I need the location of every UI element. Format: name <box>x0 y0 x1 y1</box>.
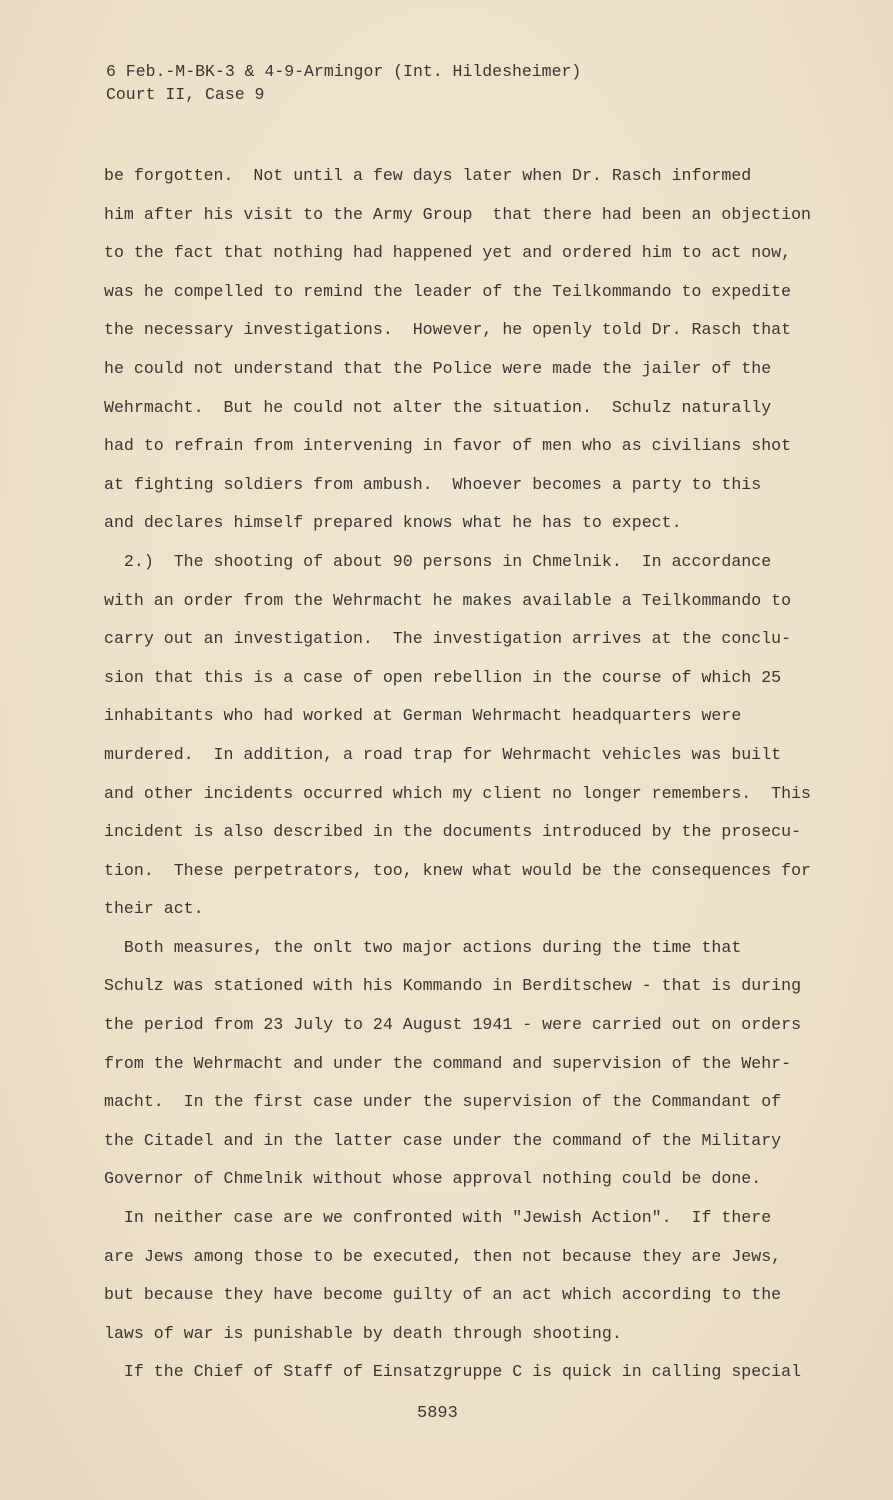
text-line: murdered. In addition, a road trap for Wehrmacht vehicles was built <box>104 744 782 764</box>
text-line: Governor of Chmelnik without whose approval nothing could be done. <box>104 1169 762 1189</box>
page-number: 5893 <box>417 1404 458 1423</box>
text-line: with an order from the Wehrmacht he makes available a Teilkommando to <box>104 590 792 610</box>
text-line: sion that this is a case of open rebellion in the course of which 25 <box>104 667 782 687</box>
text-line: macht. In the first case under the supervision of the Commandant of <box>104 1092 782 1112</box>
text-line: their act. <box>104 899 204 919</box>
text-line: he could not understand that the Police were made the jailer of the <box>104 358 772 378</box>
header-line-2: Court II, Case 9 <box>106 85 265 104</box>
text-line: 2.) The shooting of about 90 persons in Chmelnik. In accordance <box>104 551 772 571</box>
text-line: laws of war is punishable by death through shooting. <box>104 1323 622 1343</box>
text-line: and other incidents occurred which my client no longer remembers. This <box>104 783 812 803</box>
header-line-1: 6 Feb.-M-BK-3 & 4-9-Armingor (Int. Hildesheimer) <box>106 62 582 81</box>
text-line: to the fact that nothing had happened yet and ordered him to act now, <box>104 243 792 263</box>
text-line: carry out an investigation. The investigation arrives at the conclu- <box>104 629 792 649</box>
text-line: from the Wehrmacht and under the command and supervision of the Wehr- <box>104 1053 792 1073</box>
text-line: Both measures, the onlt two major actions during the time that <box>104 937 742 957</box>
text-line: was he compelled to remind the leader of the Teilkommando to expedite <box>104 281 792 301</box>
text-line: Wehrmacht. But he could not alter the situation. Schulz naturally <box>104 397 772 417</box>
text-line: him after his visit to the Army Group that there had been an objection <box>104 204 812 224</box>
text-line: but because they have become guilty of an act which according to the <box>104 1285 782 1305</box>
document-body <box>104 157 811 1392</box>
text-line: If the Chief of Staff of Einsatzgruppe C is quick in calling special <box>104 1362 802 1382</box>
text-line: the necessary investigations. However, he openly told Dr. Rasch that <box>104 320 792 340</box>
document-header <box>106 60 581 106</box>
text-line: and declares himself prepared knows what he has to expect. <box>104 513 682 533</box>
text-line: be forgotten. Not until a few days later when Dr. Rasch informed <box>104 166 752 185</box>
text-line: the Citadel and in the latter case under the command of the Military <box>104 1130 782 1150</box>
text-line: In neither case are we confronted with "Jewish Action". If there <box>104 1208 772 1228</box>
text-line: at fighting soldiers from ambush. Whoever becomes a party to this <box>104 474 762 494</box>
text-line: had to refrain from intervening in favor of men who as civilians shot <box>104 436 792 456</box>
text-line: inhabitants who had worked at German Wehrmacht headquarters were <box>104 706 742 726</box>
text-line: the period from 23 July to 24 August 1941 - were carried out on orders <box>104 1015 802 1035</box>
text-line: are Jews among those to be executed, then not because they are Jews, <box>104 1246 782 1266</box>
text-line: tion. These perpetrators, too, knew what would be the consequences for <box>104 860 812 880</box>
text-line: incident is also described in the documents introduced by the prosecu- <box>104 822 802 842</box>
text-line: Schulz was stationed with his Kommando in Berditschew - that is during <box>104 976 802 996</box>
